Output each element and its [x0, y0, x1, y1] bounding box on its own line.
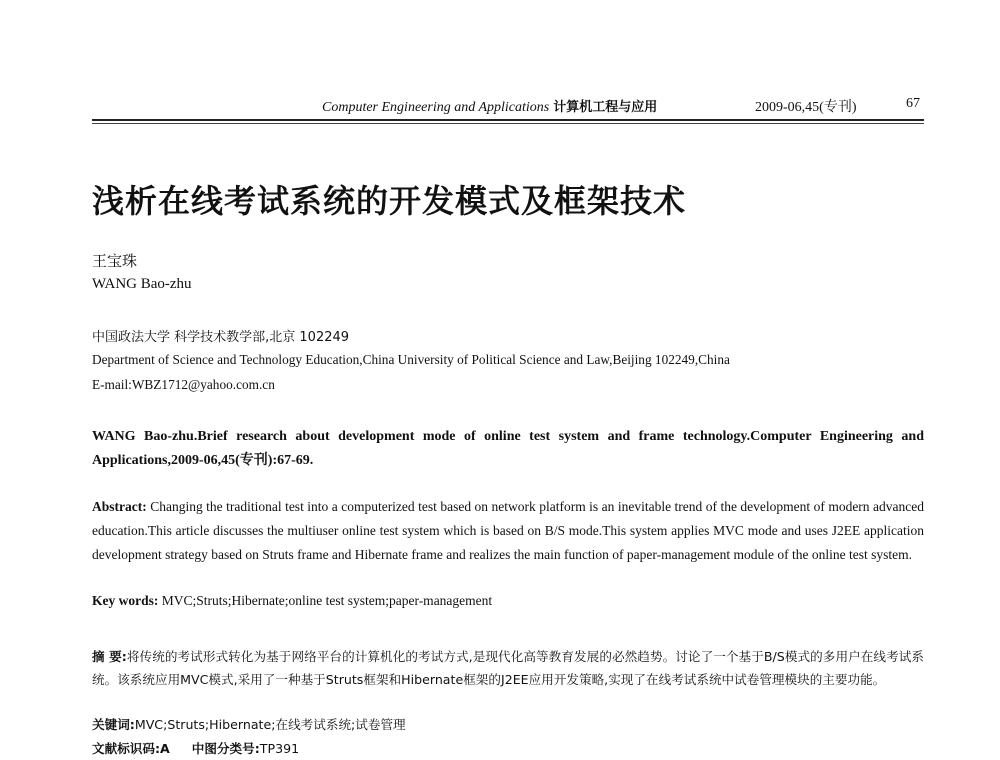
journal-name-cn: 计算机工程与应用 — [553, 100, 658, 115]
abstract-cn-label: 摘 要: — [92, 649, 127, 664]
keywords-cn-label: 关键词: — [92, 717, 135, 732]
clc-code: TP391 — [259, 741, 300, 756]
doc-code-label: 文献标识码: — [92, 741, 161, 756]
header-rule — [92, 119, 924, 121]
affiliation-en: Department of Science and Technology Education,China University of Political Science and Law,Beijing 102249,China — [92, 352, 730, 367]
paper-title: 浅析在线考试系统的开发模式及框架技术 — [92, 182, 687, 220]
author-name-cn: 王宝珠 — [92, 252, 138, 270]
abstract-cn-text: 将传统的考试形式转化为基于网络平台的计算机化的考试方式,是现代化高等教育发展的必然趋势。讨论了一个基于B/S模式的多用户在线考试系统。该系统应用MVC模式,采用了一种基于Struts框架和Hibernate框架的J2EE应用开发策略,实现了在线考试系统中试卷管理模块的主要功能。 — [92, 649, 924, 687]
issue-info: 2009-06,45(专刊) — [755, 100, 857, 115]
header-rule-thin — [92, 123, 924, 124]
clc-label: 中图分类号: — [191, 741, 260, 756]
abstract-en-text: Changing the traditional test into a computerized test based on network platform is an inevitable trend of the development of modern advanced education.This article discusses the multiuser online test system which is based on B/S mode.This system applies MVC mode and uses J2EE application development strategy based on Struts frame and Hibernate frame and realizes the main function of paper-management module of the online test system. — [92, 499, 924, 562]
citation: WANG Bao-zhu.Brief research about development mode of online test system and frame technology.Computer Engineering and Applications,2009-06,45(专刊):67-69. — [92, 429, 924, 468]
abstract-cn — [92, 645, 924, 691]
journal-name-en: Computer Engineering and Applications — [322, 100, 550, 115]
author-email: E-mail:WBZ1712@yahoo.com.cn — [92, 377, 275, 392]
keywords-en-text: MVC;Struts;Hibernate;online test system;paper-management — [158, 593, 493, 608]
journal-name — [322, 96, 657, 116]
keywords-en — [92, 593, 492, 609]
running-header — [92, 94, 924, 116]
doc-code: A — [160, 741, 170, 756]
page-number: 67 — [906, 96, 920, 111]
abstract-en — [92, 495, 924, 567]
affiliation-cn: 中国政法大学 科学技术教学部,北京 102249 — [92, 330, 350, 345]
author-name-en: WANG Bao-zhu — [92, 276, 192, 292]
keywords-cn-text: MVC;Struts;Hibernate;在线考试系统;试卷管理 — [134, 717, 406, 732]
keywords-en-label: Key words: — [92, 593, 159, 608]
classification-codes — [92, 738, 299, 757]
keywords-cn — [92, 714, 406, 733]
abstract-en-label: Abstract: — [92, 499, 147, 514]
